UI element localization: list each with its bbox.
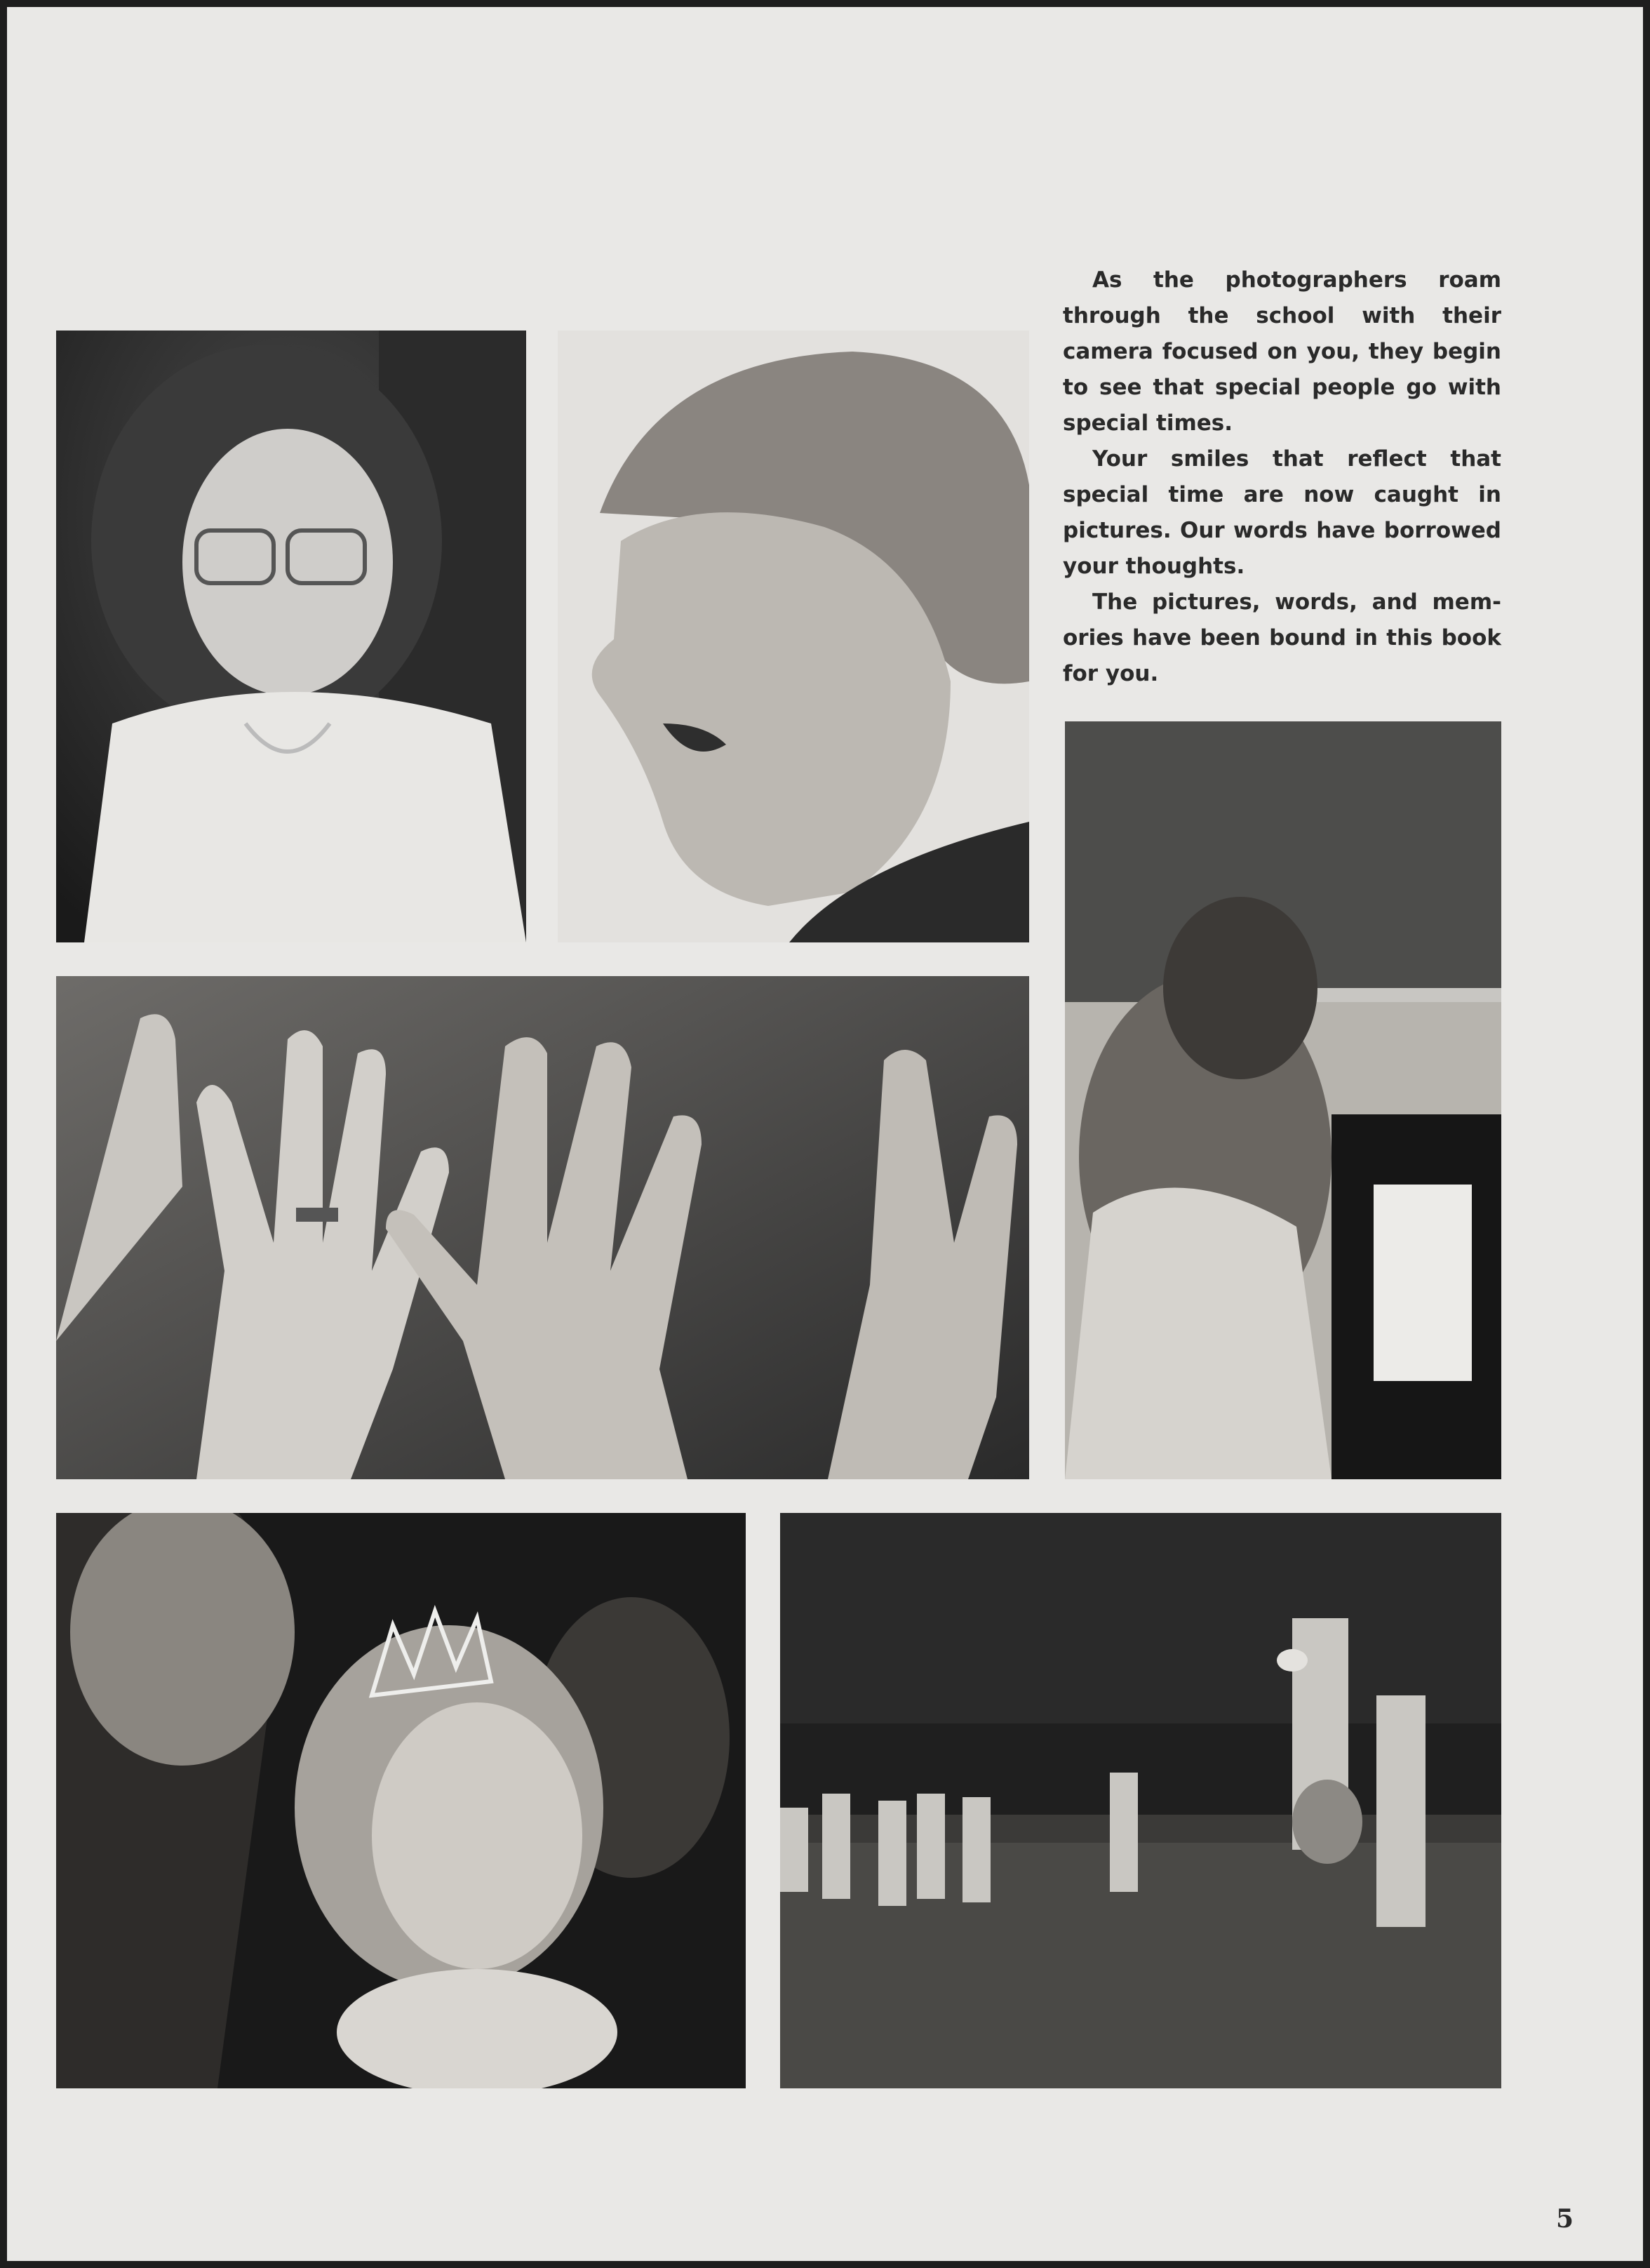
intro-text: [1063, 262, 1501, 692]
photo-hands-touching: [56, 976, 1029, 1479]
photo-girl-with-glasses: [56, 331, 526, 942]
photo-smiling-boy: [558, 331, 1029, 942]
intro-paragraph: As the photographers roam through the school with their camera focused on you, they begin to see that special people go with special times.: [1063, 267, 1501, 436]
photo-students-at-piano: [1065, 721, 1501, 1479]
yearbook-page: [7, 7, 1643, 2261]
photo-homecoming-queen: [56, 1513, 746, 2088]
intro-paragraph: Your smiles that reflect that special time are now caught in pictures. Our words have borrowed your thoughts.: [1063, 446, 1501, 579]
intro-paragraph: The pictures, words, and memories have been bound in this book for you.: [1063, 589, 1501, 686]
page-number: 5: [1556, 2204, 1574, 2234]
photo-night-football-game: [780, 1513, 1501, 2088]
